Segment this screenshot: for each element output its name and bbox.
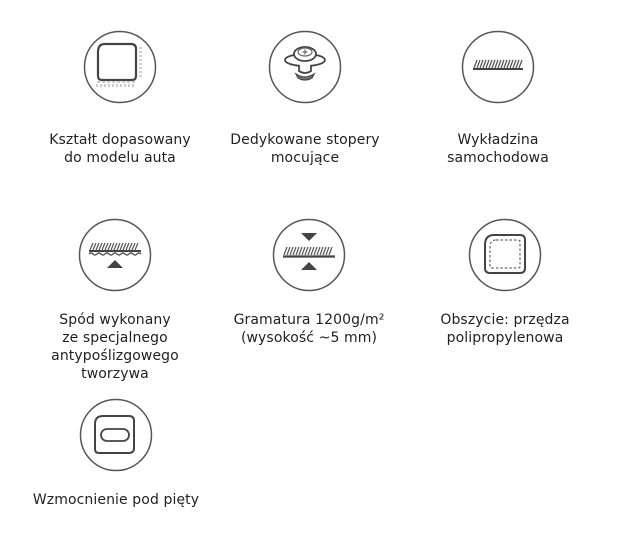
stitched-edge-icon [468, 218, 542, 292]
feature-label: Gramatura 1200g/m² (wysokość ~5 mm) [233, 312, 385, 346]
fitted-shape-icon [83, 30, 157, 104]
feature-label: Dedykowane stopery mocujące [230, 132, 380, 166]
anti-slip-underside-icon [78, 218, 152, 292]
feature-label: Obszycie: przędza polipropylenowa [440, 312, 570, 346]
carpet-pile-icon [461, 30, 535, 104]
feature-label: Wzmocnienie pod pięty [32, 492, 200, 508]
feature-label: Spód wykonany ze specjalnego antypoślizgowego tworzywa [51, 312, 179, 382]
fastener-stopper-icon [268, 30, 342, 104]
feature-label: Wykładzina samochodowa [447, 132, 549, 166]
heel-pad-icon [79, 398, 153, 472]
feature-label: Kształt dopasowany do modelu auta [49, 132, 191, 166]
pile-weight-icon [272, 218, 346, 292]
